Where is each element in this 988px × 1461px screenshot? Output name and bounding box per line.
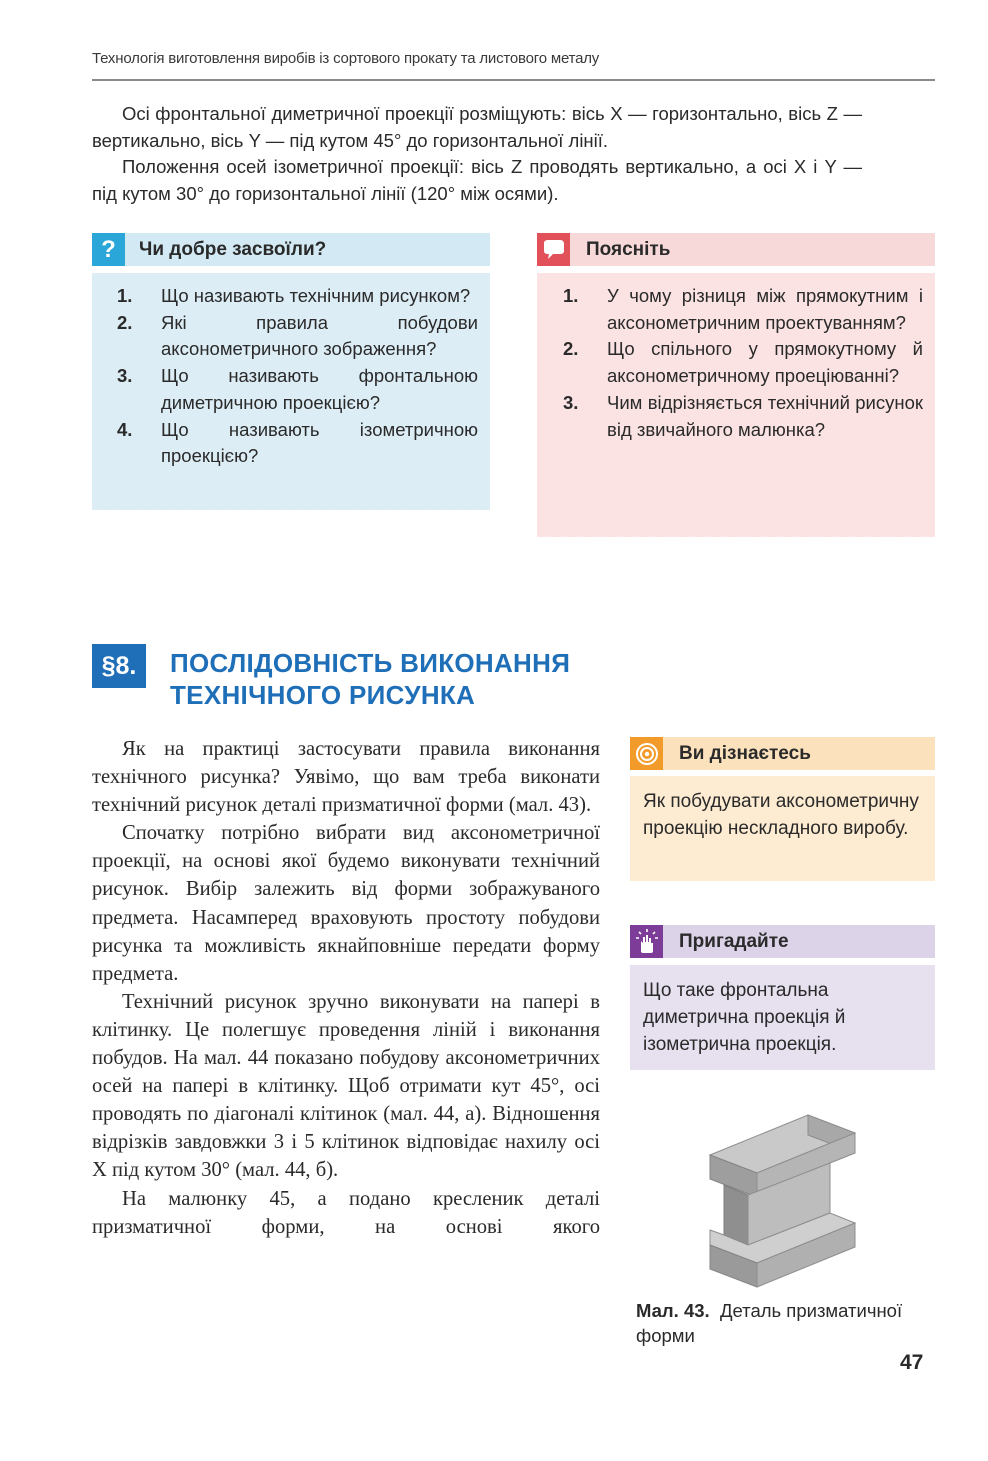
target-icon	[630, 737, 663, 770]
review-question-list	[115, 283, 478, 470]
prismatic-part-illustration	[690, 1105, 870, 1295]
speech-bubble-icon	[537, 233, 570, 266]
recall-box-text: Що таке фронтальна диметрична проекція й ізометрична проекція.	[643, 980, 846, 1055]
review-box-header	[92, 233, 490, 266]
main-paragraph-2: Спочатку потрібно вибрати вид аксонометричної проекції, на основі якої будемо виконувати технічний рисунок. Вибір залежить від форми зображуваного предмета. Насамперед враховують простоту побудови рисунка та можливість якнайповніше передати форму предмета.	[92, 822, 600, 985]
list-item: 3. Чим відрізняється технічний рисунок від звичайного малюнка?	[563, 391, 923, 440]
intro-paragraph-2: Положення осей ізометричної проекції: вісь Z проводять вертикально, а осі X і Y — під кутом 30° до горизонтальної лінії (120° між осями).	[92, 156, 862, 204]
list-item: 2. Що спільного у прямокутному й аксонометричному проеціюванні?	[563, 338, 923, 387]
scallop-edge	[537, 531, 935, 543]
learn-box	[630, 776, 935, 881]
section-title	[170, 647, 630, 711]
learn-box-header	[630, 737, 935, 770]
figure-caption	[636, 1298, 936, 1348]
recall-box-title: Пригадайте	[679, 930, 789, 952]
section-title-line-2: ТЕХНІЧНОГО РИСУНКА	[170, 680, 476, 710]
explain-box-title: Поясніть	[586, 238, 671, 260]
main-text	[92, 735, 600, 1241]
main-paragraph-3: Технічний рисунок зручно виконувати на папері в клітинку. Це полегшує проведення ліній і виконання побудов. На мал. 44 показано побудову аксонометричних осей на папері в клітинку. Щоб отримати кут 45°, осі проводять по діагоналі клітинок (мал. 44, а). Відношення відрізків завдовжки 3 і 5 клітинок відповідає нахилу осі X під кутом 30° (мал. 44, б).	[92, 990, 600, 1182]
figure-caption-label: Мал. 43.	[636, 1300, 710, 1321]
learn-box-title: Ви дізнаєтесь	[679, 742, 811, 764]
review-box-title: Чи добре засвоїли?	[139, 238, 327, 260]
lightbulb-hand-icon	[630, 925, 663, 958]
question-mark-icon: ?	[92, 233, 125, 266]
explain-box	[537, 273, 935, 537]
header-rule	[92, 79, 935, 81]
scallop-edge	[92, 504, 490, 516]
page-number: 47	[900, 1351, 924, 1374]
list-item: 1. У чому різниця між прямокутним і аксонометричним проектуванням?	[563, 285, 923, 333]
list-item: 3. Що називають фронтальною диметричною проекцією?	[117, 365, 478, 413]
running-head: Технологія виготовлення виробів із сортового прокату та листового металу	[92, 50, 600, 67]
main-paragraph-1: Як на практиці застосувати правила виконання технічного рисунка? Уявімо, що вам треба виконати технічний рисунок деталі призматичної форми (мал. 43).	[92, 738, 600, 817]
figure-caption-text: Деталь призматичної форми	[636, 1300, 903, 1346]
intro-text	[92, 101, 862, 207]
review-box	[92, 273, 490, 510]
list-item: 1. Що називають технічним рисунком?	[117, 285, 471, 306]
section-title-line-1: ПОСЛІДОВНІСТЬ ВИКОНАННЯ	[170, 648, 571, 678]
recall-box	[630, 965, 935, 1070]
explain-question-list	[561, 283, 923, 443]
list-item: 2. Які правила побудови аксонометричного зображення?	[117, 311, 478, 360]
section-number: §8.	[92, 644, 146, 688]
recall-box-header	[630, 925, 935, 958]
list-item: 4. Що називають ізометричною проекцією?	[117, 418, 478, 467]
intro-paragraph-1: Осі фронтальної диметричної проекції розміщують: вісь X — горизонтально, вісь Z — вертикально, вісь Y — під кутом 45° до горизонтальної лінії.	[92, 103, 862, 151]
explain-box-header	[537, 233, 935, 266]
main-paragraph-4: На малюнку 45, а подано кресленик деталі призматичної форми, на основі якого	[92, 1187, 600, 1238]
learn-box-text: Як побудувати аксонометричну проекцію нескладного виробу.	[643, 791, 919, 839]
